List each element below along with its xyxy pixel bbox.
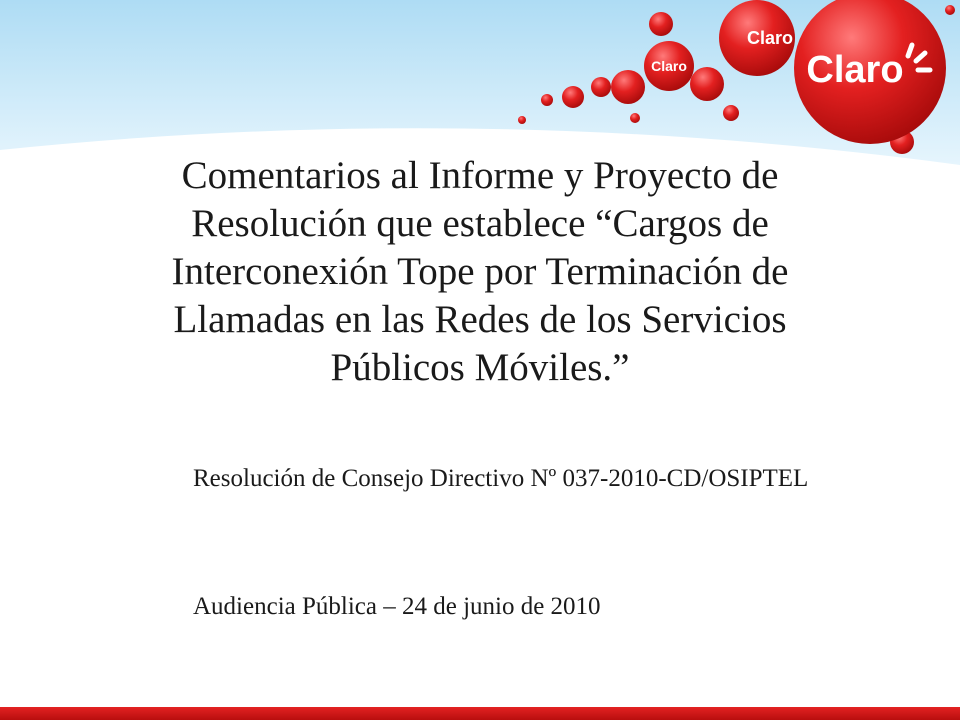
event-date: Audiencia Pública – 24 de junio de 2010	[193, 593, 601, 620]
header-banner	[0, 0, 960, 165]
footer-bar	[0, 707, 960, 720]
resolution-reference: Resolución de Consejo Directivo Nº 037-2010-CD/OSIPTEL	[193, 465, 809, 492]
large-bubble	[719, 0, 795, 76]
logo-text-medium: Claro	[746, 28, 794, 48]
claro-bubbles-artwork	[0, 0, 960, 165]
logo-text-small: Claro	[651, 58, 687, 74]
logo-text-main: Claro	[806, 49, 904, 91]
slide-title: Comentarios al Informe y Proyecto de Resolución que establece “Cargos de Interconexión Tope por Terminación de Llamadas en las Redes de los Servicios Públicos Móviles.”	[171, 154, 789, 389]
medium-bubble	[644, 41, 694, 91]
